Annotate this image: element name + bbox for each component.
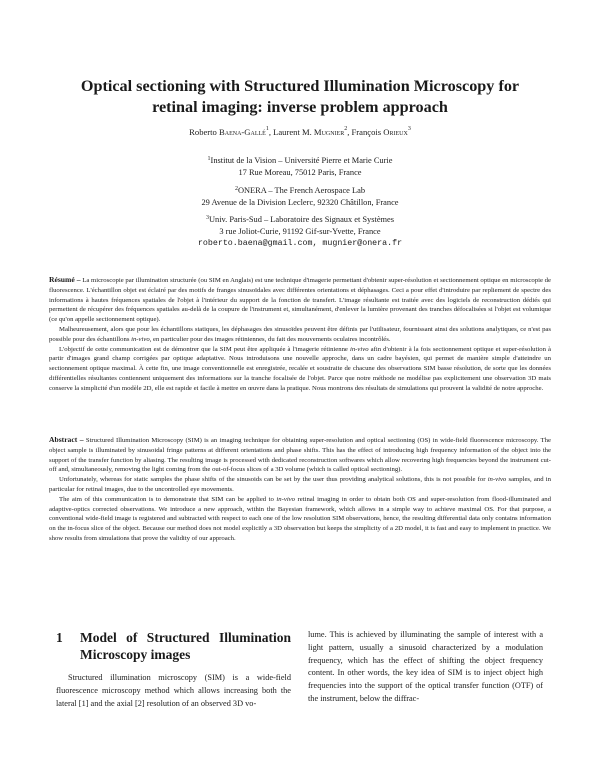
section-1-right-text: lume. This is achieved by illuminating the sample of interest with a light pattern, usually a sinusoid characterized by a modulation frequency, which has the effect of shifting the object frequency content. In other words, the key idea of SIM is to inject object high frequencies into the support of the optical transfer function (OTF) of the instrument, below the diffrac- [308, 630, 543, 703]
right-column [308, 629, 543, 706]
author-3-first: , François [347, 127, 384, 137]
author-2-first: , Laurent M. [268, 127, 314, 137]
abstract-label: Abstract – [49, 435, 84, 444]
affiliation-2-line-2: 29 Avenue de la Division Leclerc, 92320 Châtillon, France [201, 197, 399, 207]
affiliation-2-mark: 2 [234, 186, 238, 192]
affiliation-3-mark: 3 [205, 215, 209, 221]
author-3-last: Orieux [383, 127, 408, 137]
section-1-title: Model of Structured Illumination Microscopy images [80, 630, 291, 662]
resume-paragraph-1: La microscopie par illumination structurée (ou SIM en Anglais) est une technique d'imagerie permettant d'obtenir super-résolution et sectionnement optique en microscopie de fluorescence. L'échantillon objet est éclairé par des motifs de franges sinusoïdales avec différentes orientations et déphasages. Ceci a pour effet d'introduire par repliement de spectre des informations à hautes fréquences spatiales de l'objet à l'intérieur du support de la fonction de transfert. L'image résultante est traitée avec des logiciels de reconstruction dédiés qui permettent de récupérer des fréquences spatiales au-delà de la coupure de l'instrument et, simultanément, d'enlever la lumière provenant des tranches défocalisées si l'objet est volumique (ce qu'on appelle sectionnement optique). [49, 277, 551, 324]
abstract-paragraph-2a: Unfortunately, whereas for static samples the phase shifts of the sinusoids can be set by the user thus providing analytical solutions, this is not possible for [59, 476, 488, 484]
affiliation-1-line-2: 17 Rue Moreau, 75012 Paris, France [238, 167, 362, 177]
author-2-affil-mark: 2 [344, 126, 348, 132]
left-column [56, 629, 291, 710]
section-1-heading [56, 629, 291, 663]
resume-paragraph-3-emphasis: in-vivo [349, 345, 369, 353]
author-1-affil-mark: 1 [265, 126, 269, 132]
affiliation-3 [100, 214, 500, 237]
author-list [40, 127, 560, 137]
resume-paragraph-3b: afin d'obtenir à la fois sectionnement optique et super-résolution à partir d'images grand champ corrigées par optique adaptative. Nous introduisons une nouvelle approche, dans un cadre bayésien, qui permet de manière simple d'atteindre un sectionnement optique maximal. À cette fin, une image conventionnelle est enregistrée, recalée et soustraite de chacune des observations SIM basse résolution, de sorte que les données différentielles résultantes contiennent uniquement des informations sur la tranche focalisée de l'objet. Parce que notre méthode ne modélise pas explicitement une observation 3D mais conserve la simplicité d'un modèle 2D, elle est rapide et facile à mettre en œuvre dans la pratique. Nous montrons des résultats de simulations qui prouvent la validité de notre approche. [49, 345, 551, 392]
resume-french [49, 275, 551, 394]
author-3-affil-mark: 3 [407, 126, 411, 132]
section-1-number: 1 [56, 630, 63, 645]
resume-paragraph-2b: , en particulier pour des images rétiniennes, du fait des mouvements oculaires incontrôlés. [149, 335, 391, 343]
paper-title [40, 76, 560, 118]
affiliation-3-line-2: 3 rue Joliot-Curie, 91192 Gif-sur-Yvette, France [219, 226, 381, 236]
resume-paragraph-2-emphasis: in-vivo [131, 335, 150, 343]
affiliation-1-line-1: Institut de la Vision – Université Pierre et Marie Curie [210, 156, 393, 165]
author-2-last: Mugnier [313, 127, 345, 137]
abstract-paragraph-3b: retinal imaging in order to obtain both OS and super-resolution from flood-illuminated and adaptive-optics corrected observations. We introduce a new approach, within the Bayesian framework, which allows in a simple way to achieve maximal OS. For that purpose, a conventional wide-field image is registered and subtracted with respect to each one of the low resolution SIM observations, hence, the resulting differential data only contains information on the in-focus slice of the object. Because our method does not model explicitly a 3D observation but keeps the simplicity of a 2D model, it is fast and easy to implement in practice. We show results from simulations that prove the validity of our approach. [49, 495, 551, 542]
resume-label: Résumé – [49, 275, 81, 284]
author-emails: roberto.baena@gmail.com, mugnier@onera.fr [197, 239, 403, 248]
abstract-paragraph-3a: The aim of this communication is to demonstrate that SIM can be applied to [59, 495, 277, 503]
affiliation-1 [100, 155, 500, 178]
author-1-last: Baena-Gallé [219, 127, 266, 137]
affiliation-3-line-1: Univ. Paris-Sud – Laboratoire des Signaux et Systèmes [208, 215, 395, 224]
title-line-1: Optical sectioning with Structured Illumination Microscopy for [80, 77, 520, 95]
abstract-paragraph-1: Structured Illumination Microscopy (SIM) is an imaging technique for obtaining super-resolution and optical sectioning (OS) in wide-field fluorescence microscopy. The object sample is illuminated by sinusoidal fringe patterns at different orientations and phase shifts. This has the effect of introducing high frequency information of the object into the support of the transfer function by aliasing. The resulting image is processed with dedicated reconstruction softwares which allow recovering high frequencies beyond the instrument cut-off and, simultaneously, removing the light coming from the out-of-focus slices of a 3D volume (which is called optical sectioning). [49, 437, 551, 474]
resume-paragraph-3a: L'objectif de cette communication est de démontrer que la SIM peut être appliquée à l'imagerie rétinienne [59, 345, 350, 353]
abstract-paragraph-3-emphasis: in-vivo [276, 495, 295, 503]
section-1-left-text: Structured illumination microscopy (SIM) is a wide-field fluorescence microscopy method which allows increasing both the lateral [1] and the axial [2] resolution of an observed 3D vo- [56, 673, 291, 708]
affiliation-2 [100, 185, 500, 208]
author-1-first: Roberto [189, 127, 220, 137]
abstract-paragraph-2b: samples, and in particular for retinal images, due to the uncontrolled eye movements. [49, 476, 551, 493]
resume-paragraph-2a: Malheureusement, alors que pour les échantillons statiques, les déphasages des sinusoïdes peuvent être définis par l'utilisateur, fournissant ainsi des solutions analytiques, ce n'est pas possible pour des échantillons [49, 325, 551, 343]
affiliation-1-mark: 1 [207, 156, 211, 162]
abstract-paragraph-2-emphasis: in-vivo [487, 476, 507, 484]
affiliation-2-line-1: ONERA – The French Aerospace Lab [237, 186, 366, 195]
abstract-english [49, 435, 551, 544]
title-line-2: retinal imaging: inverse problem approach [152, 98, 448, 116]
